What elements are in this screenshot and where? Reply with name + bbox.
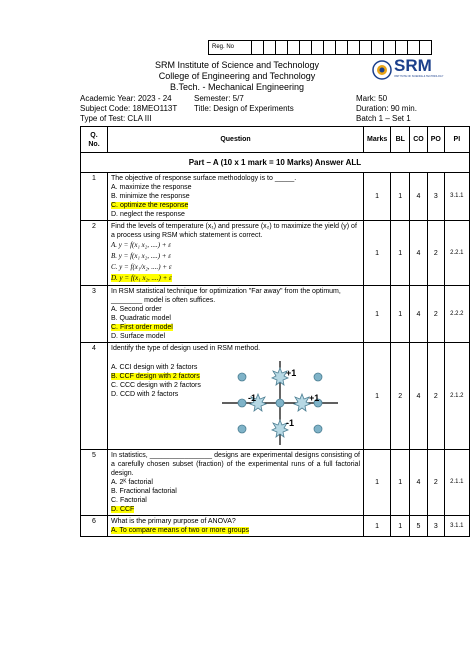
reg-number-box [208,40,432,55]
design-point [314,373,322,381]
reg-cell [252,41,264,54]
col-po: PO [427,127,444,153]
po: 2 [427,221,444,286]
table-row [81,343,470,450]
marks: 1 [364,516,391,537]
bl: 1 [391,286,410,343]
diagram-plus-label: +1 [309,393,320,403]
diagram-minus-label: -1 [248,393,257,403]
question-number: 2 [81,221,108,286]
batch: Batch 1 – Set 1 [356,114,411,123]
section-title: Part – A (10 x 1 mark = 10 Marks) Answer ALL [81,153,470,173]
reg-cell [408,41,420,54]
question-cell [108,516,364,537]
co: 5 [410,516,428,537]
design-point [238,425,246,433]
reg-cell [312,41,324,54]
question-number: 1 [81,173,108,221]
semester: Semester: 5/7 [194,94,244,103]
college-name: College of Engineering and Technology [158,71,316,81]
option-a: A. y = f(x₁ x₂, ....) + ε [111,241,172,249]
pi: 3.1.1 [444,173,469,221]
question-cell [108,221,364,286]
option-b: B. Quadratic model [111,315,171,322]
question-number: 6 [81,516,108,537]
po: 2 [427,343,444,450]
question-text: Find the levels of temperature (x₁) and pressure (x₂) to maximize the yield (y) of a process using RSM which statement is correct. [111,223,357,239]
option-d: D. neglect the response [111,211,185,218]
option-d: D. CCD with 2 factors [111,391,179,398]
pi: 2.2.1 [444,221,469,286]
bl: 1 [391,221,410,286]
question-number: 5 [81,450,108,516]
option-c: C. y = f(x₁/x₂, ....) + ε [111,263,172,271]
po: 2 [427,286,444,343]
duration: Duration: 90 min. [356,104,417,113]
section-row [81,153,470,173]
table-row [81,516,470,537]
pi: 2.2.2 [444,286,469,343]
po: 3 [427,516,444,537]
question-text: What is the primary purpose of ANOVA? [111,518,236,525]
table-header-row [81,127,470,153]
question-number: 3 [81,286,108,343]
po: 2 [427,450,444,516]
option-b: B. y = f(x₁ x₂, ....) + ε [111,252,172,260]
option-b-answer: B. CCF design with 2 factors [111,373,200,380]
question-cell [108,173,364,221]
marks: 1 [364,343,391,450]
reg-cell [396,41,408,54]
option-d-answer: D. y = f(x₁ x₂, ....) + ε [111,274,172,282]
question-text: In RSM statistical technique for optimization "Far away" from the optimum, ________ model is often suffices. [111,288,341,304]
bl: 1 [391,173,410,221]
col-question: Question [108,127,364,153]
col-bl: BL [391,127,410,153]
option-d: D. Surface model [111,333,166,340]
co: 4 [410,173,428,221]
col-pi: PI [444,127,469,153]
co: 4 [410,343,428,450]
marks: 1 [364,221,391,286]
col-qno: Q. No. [81,127,108,153]
co: 4 [410,286,428,343]
po: 3 [427,173,444,221]
reg-cell [264,41,276,54]
co: 4 [410,221,428,286]
bl: 2 [391,343,410,450]
reg-cell [336,41,348,54]
course-title: Title: Design of Experiments [194,104,294,113]
option-a: A. Second order [111,306,162,313]
max-mark: Mark: 50 [356,94,388,103]
design-point [276,399,284,407]
marks: 1 [364,173,391,221]
option-b: B. minimize the response [111,193,190,200]
logo-text: SRM [394,56,432,75]
table-row [81,450,470,516]
table-row [81,286,470,343]
table-row [81,173,470,221]
pi: 2.1.2 [444,343,469,450]
pi: 3.1.1 [444,516,469,537]
reg-cell [420,41,431,54]
option-c-answer: C. optimize the response [111,202,189,209]
reg-cell [348,41,360,54]
option-c-answer: C. First order model [111,324,173,331]
reg-cell [360,41,372,54]
srm-logo [372,56,444,82]
program-name: B.Tech. - Mechanical Engineering [169,82,305,92]
design-point [238,399,246,407]
question-cell [108,286,364,343]
question-cell [108,343,364,450]
question-number: 4 [81,343,108,450]
marks: 1 [364,450,391,516]
diagram-minus-label: -1 [286,418,295,428]
reg-cell [372,41,384,54]
academic-year: Academic Year: 2023 - 24 [80,94,172,103]
reg-cell [324,41,336,54]
star-point [294,394,310,411]
col-co: CO [410,127,428,153]
question-text: The objective of response surface methodology is to _____. [111,175,297,182]
question-text: Identify the type of design used in RSM method. [111,345,261,352]
option-a: A. 2ᴷ factorial [111,479,153,486]
subject-code: Subject Code: 18MEO113T [80,104,178,113]
question-cell [108,450,364,516]
marks: 1 [364,286,391,343]
option-a: A. CCI design with 2 factors [111,364,198,371]
question-text: In statistics, ________________ designs are experimental designs consisting of a carefully chosen subset (fraction) of the experimental runs of a full factorial design. [111,452,360,477]
logo-subtext: INSTITUTE OF SCIENCE & TECHNOLOGY [394,75,444,78]
option-a: A. maximize the response [111,184,192,191]
bl: 1 [391,450,410,516]
option-c: C. Factorial [111,497,147,504]
reg-cell [288,41,300,54]
col-marks: Marks [364,127,391,153]
reg-cell [384,41,396,54]
institute-name: SRM Institute of Science and Technology [155,60,319,70]
option-b: B. Fractional factorial [111,488,177,495]
option-a-answer: A. To compare means of two or more groups [111,527,249,534]
reg-cell [300,41,312,54]
test-type: Type of Test: CLA III [80,114,152,123]
option-c: C. CCC design with 2 factors [111,382,201,389]
table-row [81,221,470,286]
reg-label: Reg. No [209,41,252,54]
question-table [80,126,470,537]
design-point [238,373,246,381]
ccf-design-diagram [220,357,340,449]
diagram-plus-label: +1 [286,368,297,378]
design-point [314,425,322,433]
pi: 2.1.1 [444,450,469,516]
bl: 1 [391,516,410,537]
co: 4 [410,450,428,516]
option-d-answer: D. CCF [111,506,135,513]
reg-cell [276,41,288,54]
